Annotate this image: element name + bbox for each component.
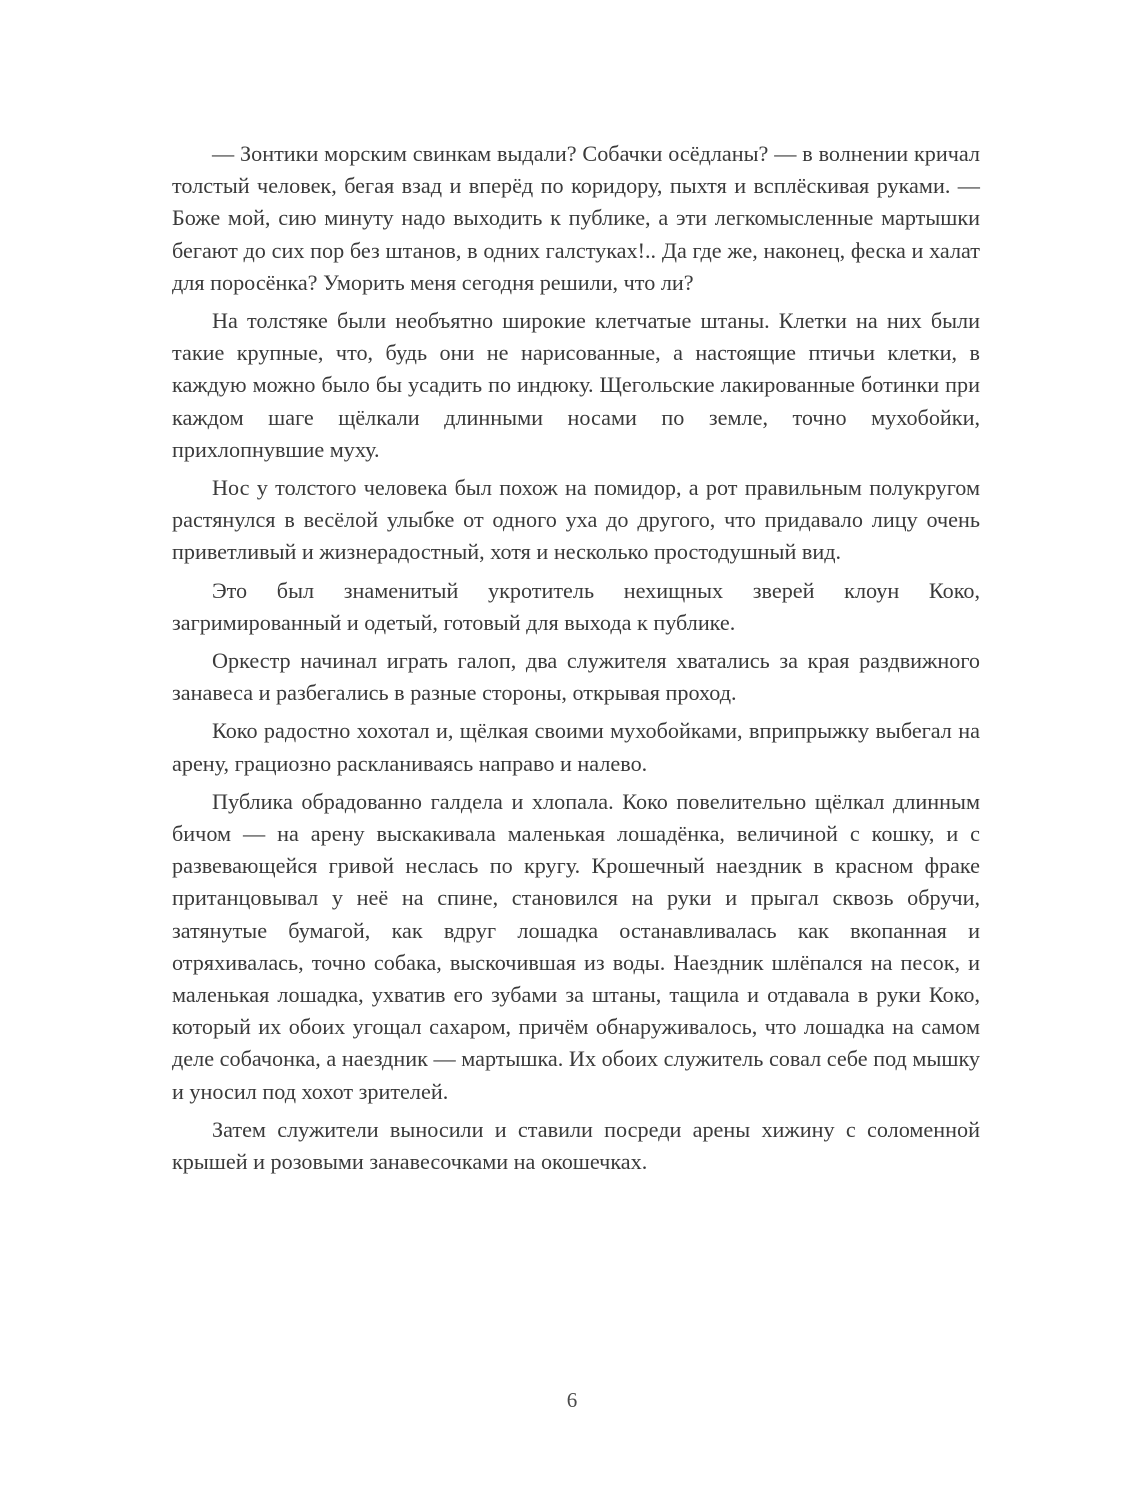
paragraph-2: На толстяке были необъятно широкие клетчатые штаны. Клетки на них были такие крупные, что, будь они не нарисованные, а настоящие птичьи клетки, в каждую можно было бы усадить по индюку. Щегольские лакированные ботинки при каждом шаге щёлкали длинными носами по земле, точно мухобойки, прихлопнувшие муху. [172,308,980,462]
body-text [172,138,980,1184]
paragraph-4: Это был знаменитый укротитель нехищных зверей клоун Коко, загримированный и одетый, готовый для выхода к публике. [172,577,980,635]
paragraph-3: Нос у толстого человека был похож на помидор, а рот правильным полукругом растянулся в весёлой улыбке от одного уха до другого, что придавало лицу очень приветливый и жизнерадостный, хотя и несколько простодушный вид. [172,475,980,565]
paragraph-5: Оркестр начинал играть галоп, два служителя хватались за края раздвижного занавеса и разбегались в разные стороны, открывая проход. [172,648,980,706]
paragraph-8: Затем служители выносили и ставили посреди арены хижину с соломенной крышей и розовыми занавесочками на окошечках. [172,1116,980,1175]
paragraph-6: Коко радостно хохотал и, щёлкая своими мухобойками, вприпрыжку выбегал на арену, грациозно раскланиваясь направо и налево. [172,718,980,776]
paragraph-1: — Зонтики морским свинкам выдали? Собачки осёдланы? — в волнении кричал толстый человек, бегая взад и вперёд по коридору, пыхтя и всплёскивая руками. — Боже мой, сию минуту надо выходить к публике, а эти легкомысленные мартышки бегают до сих пор без штанов, в одних галстуках!.. Да где же, наконец, феска и халат для поросёнка? Уморить меня сегодня решили, что ли? [172,141,980,295]
paragraph-7: Публика обрадованно галдела и хлопала. Коко повелительно щёлкал длинным бичом — на арену выскакивала маленькая лошадёнка, величиной с кошку, и с развевающейся гривой неслась по кругу. Крошечный наездник в красном фраке пританцовывал у неё на спине, становился на руки и прыгал сквозь обручи, затянутые бумагой, как вдруг лошадка останавливалась как вкопанная и отряхивалась, точно собака, выскочившая из воды. Наездник шлёпался на песок, и маленькая лошадка, ухватив его зубами за штаны, тащила и отдавала в руки Коко, который их обоих угощал сахаром, причём обнаруживалось, что лошадка на самом деле собачонка, а наездник — мартышка. Их обоих служитель совал себе под мышку и уносил под хохот зрителей. [172,788,980,1104]
page-number: 6 [566,1388,578,1412]
